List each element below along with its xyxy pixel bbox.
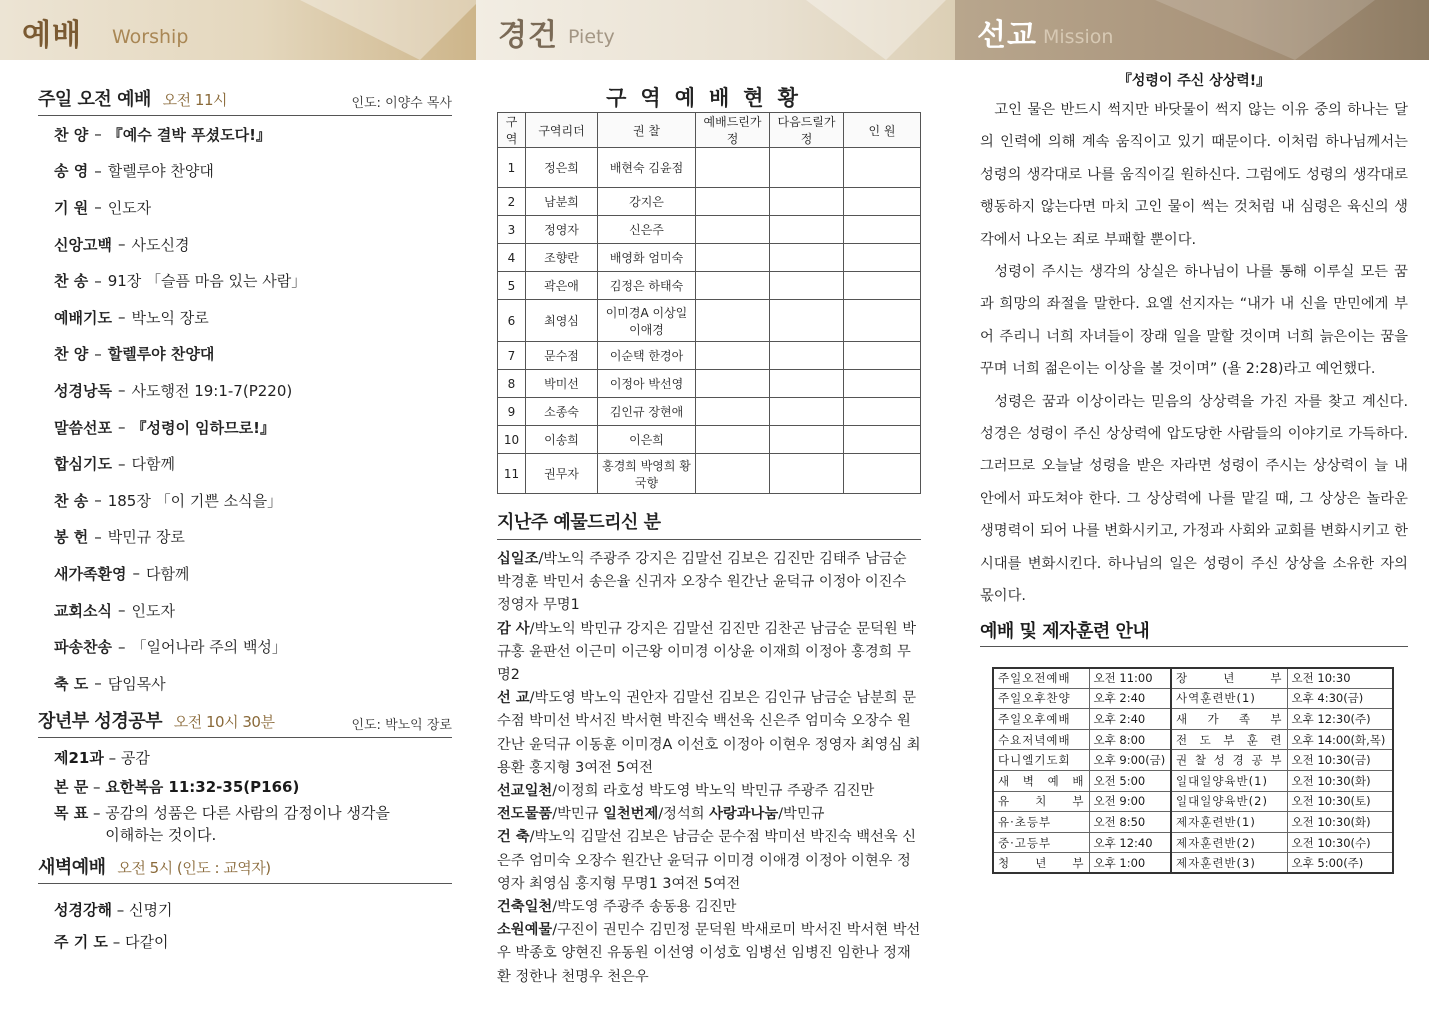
- article-body: [980, 94, 1408, 613]
- offering-group: 건축일천/박도영 주광주 송동용 김진만: [497, 899, 737, 916]
- bible-item: 제21과 – 공감: [54, 748, 150, 767]
- worship-column: [38, 82, 452, 958]
- col-header: 권 찰: [598, 113, 696, 148]
- bible-item: 목 표 – 공감의 성품은 다른 사람의 감정이나 생각을 이해하는 것이다.: [54, 803, 390, 844]
- order-item: 찬 양 – 『예수 결박 푸셨도다!』: [54, 125, 271, 144]
- table-row: 8 박미선 이정아 박선영: [498, 370, 921, 398]
- sunday-service-time: 오전 11시: [162, 91, 227, 109]
- order-item: 예배기도 – 박노익 장로: [54, 308, 209, 327]
- offerings-title: 지난주 예물드리신 분: [497, 508, 921, 540]
- table-row: 유·초등부 오전 8:50 제자훈련반(1) 오전 10:30(화): [993, 812, 1393, 833]
- sunday-service-order: [54, 116, 452, 702]
- order-item: 새가족환영 – 다함께: [54, 564, 190, 583]
- header-mission: [955, 0, 1429, 60]
- offerings-list: [497, 548, 921, 989]
- bible-item: 본 문 – 요한복음 11:32-35(P166): [54, 777, 300, 796]
- table-row: 11 권무자 홍경희 박영희 황국향: [498, 454, 921, 494]
- dawn-service-title: 새벽예배: [38, 856, 106, 878]
- table-row: 3 정영자 신은주: [498, 216, 921, 244]
- piety-title-en: Piety: [568, 26, 615, 48]
- district-table: [497, 112, 921, 494]
- dawn-service-header: [38, 850, 452, 884]
- mission-title-en: Mission: [1043, 26, 1114, 48]
- dawn-item: 성경강해 – 신명기: [54, 900, 173, 919]
- order-item: 찬 양 – 할렐루야 찬양대: [54, 344, 215, 364]
- table-row: 새 벽 예 배 오전 5:00 일대일양육반(1) 오전 10:30(화): [993, 770, 1393, 791]
- header-piety: [476, 0, 955, 60]
- mission-column: [980, 68, 1408, 874]
- col-header: 예배드린가정: [696, 113, 770, 148]
- sunday-service-header: [38, 82, 452, 116]
- offering-group: 건 축/박노익 김말선 김보은 남금순 문수점 박미선 박진숙 백선욱 신은주 엄미숙 오장수 원간난 윤덕규 이미경 이애경 이정아 이현우 정영자 최영심 홍지형 무명1 3여전 5여전: [497, 829, 917, 892]
- table-row: 4 조향란 배영화 엄미숙: [498, 244, 921, 272]
- offering-group: 선교일천/이정희 라호성 박도영 박노익 박민규 주광주 김진만: [497, 783, 875, 800]
- worship-title-en: Worship: [112, 26, 189, 48]
- order-item: 기 원 – 인도자: [54, 198, 152, 217]
- order-item: 교회소식 – 인도자: [54, 601, 175, 620]
- adult-bible-leader: 인도: 박노익 장로: [351, 717, 452, 733]
- order-item: 찬 송 – 91장 「슬픔 마음 있는 사람」: [54, 271, 307, 291]
- table-row: 주일오후찬양 오후 2:40 사역훈련반(1) 오후 4:30(금): [993, 688, 1393, 709]
- table-row: 중·고등부 오후 12:40 제자훈련반(2) 오전 10:30(수): [993, 832, 1393, 853]
- offering-group: 선 교/박도영 박노익 권안자 김말선 김보은 김인규 남금순 남분희 문수점 박미선 박서진 박서현 박진숙 백선욱 신은주 엄미숙 오장수 원간난 윤덕규 이동훈 이미경A 이선호 이정아 이현우 정영자 최영심 최용환 홍지형 3여전 5여전: [497, 690, 921, 776]
- table-row: 유 치 부 오전 9:00 일대일양육반(2) 오전 10:30(토): [993, 791, 1393, 812]
- adult-bible-title: 장년부 성경공부: [38, 710, 162, 732]
- sunday-service-leader: 인도: 이양수 목사: [351, 96, 452, 111]
- article-paragraph: 고인 물은 반드시 썩지만 바닷물이 썩지 않는 이유 중의 하나는 달의 인력에 의해 계속 움직이고 있기 때문이다. 이처럼 하나님께서는 성령의 생각대로 나를 움직이길 원하신다. 그럼에도 성령의 생각대로 행동하지 않는다면 마치 고인 물이 썩는 것처럼 내 심령은 육신의 생각에서 나오는 죄로 부패할 뿐이다.: [980, 102, 1408, 248]
- table-row: 10 이송희 이은희: [498, 426, 921, 454]
- adult-bible-time: 오전 10시 30분: [173, 712, 275, 731]
- table-row: 청 년 부 오후 1:00 제자훈련반(3) 오후 5:00(주): [993, 853, 1393, 874]
- district-title: 구역예배현황: [606, 86, 812, 110]
- table-row: 주일오후예배 오후 2:40 새 가 족 부 오후 12:30(주): [993, 709, 1393, 730]
- order-item: 성경낭독 – 사도행전 19:1-7(P220): [54, 381, 293, 400]
- table-row: 9 소종숙 김인규 장현애: [498, 398, 921, 426]
- offering-group: 감 사/박노익 박민규 강지은 김말선 김진만 김찬곤 남금순 문덕원 박규홍 윤판선 이근미 이근왕 이미경 이상윤 이재희 이정아 홍경희 무명2: [497, 620, 917, 684]
- mission-title-ko: 선교: [977, 18, 1037, 53]
- adult-bible-header: [38, 704, 452, 738]
- worship-title-ko: 예배: [22, 18, 82, 53]
- sunday-service-title: 주일 오전 예배: [38, 89, 151, 110]
- header-worship: [0, 0, 476, 60]
- col-header: 다음드릴가정: [770, 113, 844, 148]
- article-title: 『성령이 주신 상상력!』: [1117, 73, 1271, 89]
- order-item: 봉 헌 – 박민규 장로: [54, 527, 185, 547]
- table-header-row: [498, 113, 921, 148]
- order-item: 말씀선포 – 『성령이 임하므로!』: [54, 418, 275, 437]
- table-row: 수요저녁예배 오후 8:00 전 도 부 훈 련 오후 14:00(화,목): [993, 729, 1393, 750]
- piety-title-ko: 경건: [498, 18, 558, 53]
- table-row: 주일오전예배 오전 11:00 장 년 부 오전 10:30: [993, 668, 1393, 689]
- table-row: 1 정은희 배현숙 김윤점: [498, 148, 921, 188]
- article-paragraph: 성령이 주시는 생각의 상실은 하나님이 나를 통해 이루실 모든 꿈과 희망의 좌절을 말한다. 요엘 선지자는 “내가 내 신을 만민에게 부어 주리니 너희 자녀들이 장래 일을 말할 것이며 너희 늙은이는 꿈을 꾸며 너희 젊은이는 이상을 볼 것이며” (욜 2:28)라고 예언했다.: [980, 264, 1408, 378]
- dawn-service-list: [54, 894, 452, 958]
- table-row: 7 문수점 이순택 한경아: [498, 342, 921, 370]
- adult-bible-list: [54, 744, 452, 846]
- table-row: 다니엘기도회 오후 9:00(금) 권 찰 성 경 공 부 오전 10:30(금): [993, 750, 1393, 771]
- order-item: 찬 송 – 185장 「이 기쁜 소식을」: [54, 491, 283, 510]
- table-row: 6 최영심 이미경A 이상일 이애경: [498, 300, 921, 342]
- offering-group: 소원예물/구진이 권민수 김민정 문덕원 박새로미 박서진 박서현 박선우 박종호 양현진 유동원 이선영 이성호 임병선 임병진 임한나 정재환 정한나 천명우 천은우: [497, 922, 921, 985]
- order-item: 신앙고백 – 사도신경: [54, 235, 190, 254]
- order-item: 파송찬송 – 「일어나라 주의 백성」: [54, 637, 287, 657]
- schedule-table: [992, 667, 1394, 875]
- order-item: 합심기도 – 다함께: [54, 454, 175, 474]
- table-row: 2 남분희 강지은: [498, 188, 921, 216]
- offering-group: 전도물품/박민규 일천번제/정석희 사랑과나눔/박민규: [497, 806, 825, 823]
- col-header: 구역리더: [526, 113, 598, 148]
- col-header: 구역: [498, 113, 526, 148]
- dawn-item: 주 기 도 – 다같이: [54, 932, 169, 951]
- offering-group: 십일조/박노익 주광주 강지은 김말선 김보은 김진만 김태주 남금순 박경훈 박민서 송은율 신귀자 오장수 원간난 윤덕규 이정아 이진수 정영자 무명1: [497, 551, 907, 614]
- order-item: 송 영 – 할렐루야 찬양대: [54, 161, 214, 181]
- table-row: 5 곽은애 김정은 하태숙: [498, 272, 921, 300]
- dawn-service-time: 오전 5시 (인도 : 교역자): [117, 858, 271, 877]
- order-item: 축 도 – 담임목사: [54, 674, 166, 693]
- article-paragraph: 성령은 꿈과 이상이라는 믿음의 상상력을 가진 자를 찾고 계신다. 성경은 성령이 주신 상상력에 압도당한 사람들의 이야기로 가득하다. 그러므로 오늘날 성령을 받은 자라면 성령이 주시는 상상력이 늘 내 안에서 파도쳐야 한다. 그 상상력에 나를 맡길 때, 그 상상은 놀라운 생명력이 되어 나를 변화시키고, 가정과 사회와 교회를 변화시키고 한 시대를 변화시킨다. 하나님의 일은 성령이 주신 상상을 소유한 자의 몫이다.: [980, 393, 1408, 605]
- piety-column: [497, 82, 921, 989]
- schedule-title: 예배 및 제자훈련 안내: [980, 617, 1408, 647]
- col-header: 인 원: [844, 113, 921, 148]
